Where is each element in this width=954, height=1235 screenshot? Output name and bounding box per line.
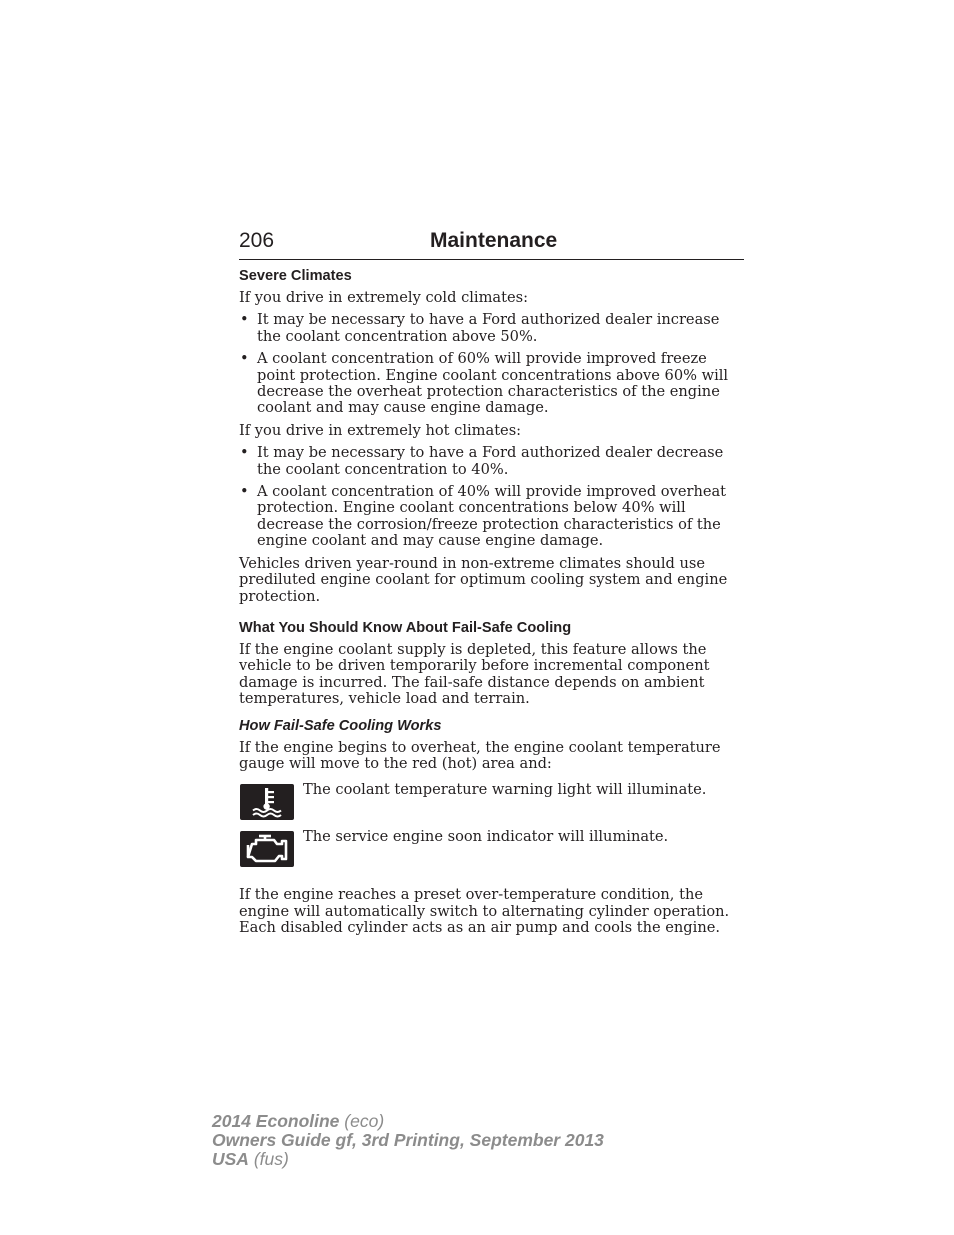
- section-heading-fail-safe-cooling: What You Should Know About Fail-Safe Cooling: [239, 619, 572, 636]
- page-footer: [212, 1112, 604, 1169]
- overheat-intro: If the engine begins to overheat, the engine coolant temperature gauge will move to the red (hot) area and:: [239, 738, 721, 772]
- list-item: [239, 351, 747, 417]
- coolant-temperature-icon: [240, 784, 294, 820]
- coolant-warning-text: The coolant temperature warning light will illuminate.: [303, 781, 707, 799]
- chapter-title: Maintenance: [430, 229, 558, 252]
- cold-climates-intro: If you drive in extremely cold climates:: [239, 289, 529, 306]
- service-engine-text: The service engine soon indicator will illuminate.: [303, 828, 669, 846]
- page-number: 206: [239, 229, 275, 252]
- indicator-row-engine: [239, 825, 747, 872]
- footer-line-2: [212, 1131, 604, 1150]
- list-item-text: A coolant concentration of 60% will provide improved freeze point protection. Engine coolant concentrations above 60% will decrease the overheat protection characteristics of the engine coolant and may cause engine damage.: [257, 350, 729, 417]
- bullet: •: [240, 483, 249, 501]
- page-content: [239, 267, 747, 943]
- list-item-text: A coolant concentration of 40% will provide improved overheat protection. Engine coolant concentrations below 40% will decrease the corrosion/freeze protection characteristics of the engine coolant and may cause engine damage.: [257, 483, 727, 550]
- section-heading-severe-climates: Severe Climates: [239, 268, 352, 284]
- footer-market-code: (fus): [253, 1149, 289, 1169]
- hot-climates-intro: If you drive in extremely hot climates:: [239, 421, 522, 439]
- list-item: [239, 484, 747, 550]
- hot-climates-list: [239, 445, 747, 549]
- footer-model-code: (eco): [344, 1111, 385, 1131]
- list-item: [239, 312, 747, 345]
- footer-market: USA: [212, 1149, 249, 1169]
- subheading-how-fail-safe-works: How Fail-Safe Cooling Works: [239, 717, 442, 734]
- footer-line-3: [212, 1150, 604, 1169]
- fail-safe-body: If the engine coolant supply is depleted, this feature allows the vehicle to be driven temporarily before incremental component damage is incurred. The fail-safe distance depends on ambient temperatures, vehicle load and terrain.: [239, 640, 710, 708]
- footer-model: 2014 Econoline: [212, 1111, 340, 1131]
- list-item: [239, 445, 747, 478]
- footer-guide-info: Owners Guide gf, 3rd Printing, September 2013: [212, 1130, 604, 1150]
- page-header: [239, 228, 744, 260]
- bullet: •: [240, 311, 249, 329]
- cold-climates-list: [239, 312, 747, 416]
- non-extreme-climates-text: Vehicles driven year-round in non-extreme climates should use prediluted engine coolant for optimum cooling system and engine protection.: [239, 554, 728, 605]
- bullet: •: [240, 444, 249, 462]
- footer-line-1: [212, 1112, 604, 1131]
- over-temperature-text: If the engine reaches a preset over-temperature condition, the engine will automatically switch to alternating cylinder operation. Each disabled cylinder acts as an air pump and cools the engine.: [239, 886, 730, 937]
- list-item-text: It may be necessary to have a Ford authorized dealer increase the coolant concentration above 50%.: [257, 311, 720, 345]
- bullet: •: [240, 350, 249, 368]
- indicator-row-coolant: [239, 778, 747, 825]
- engine-icon: [240, 831, 294, 867]
- list-item-text: It may be necessary to have a Ford authorized dealer decrease the coolant concentration to 40%.: [257, 444, 724, 478]
